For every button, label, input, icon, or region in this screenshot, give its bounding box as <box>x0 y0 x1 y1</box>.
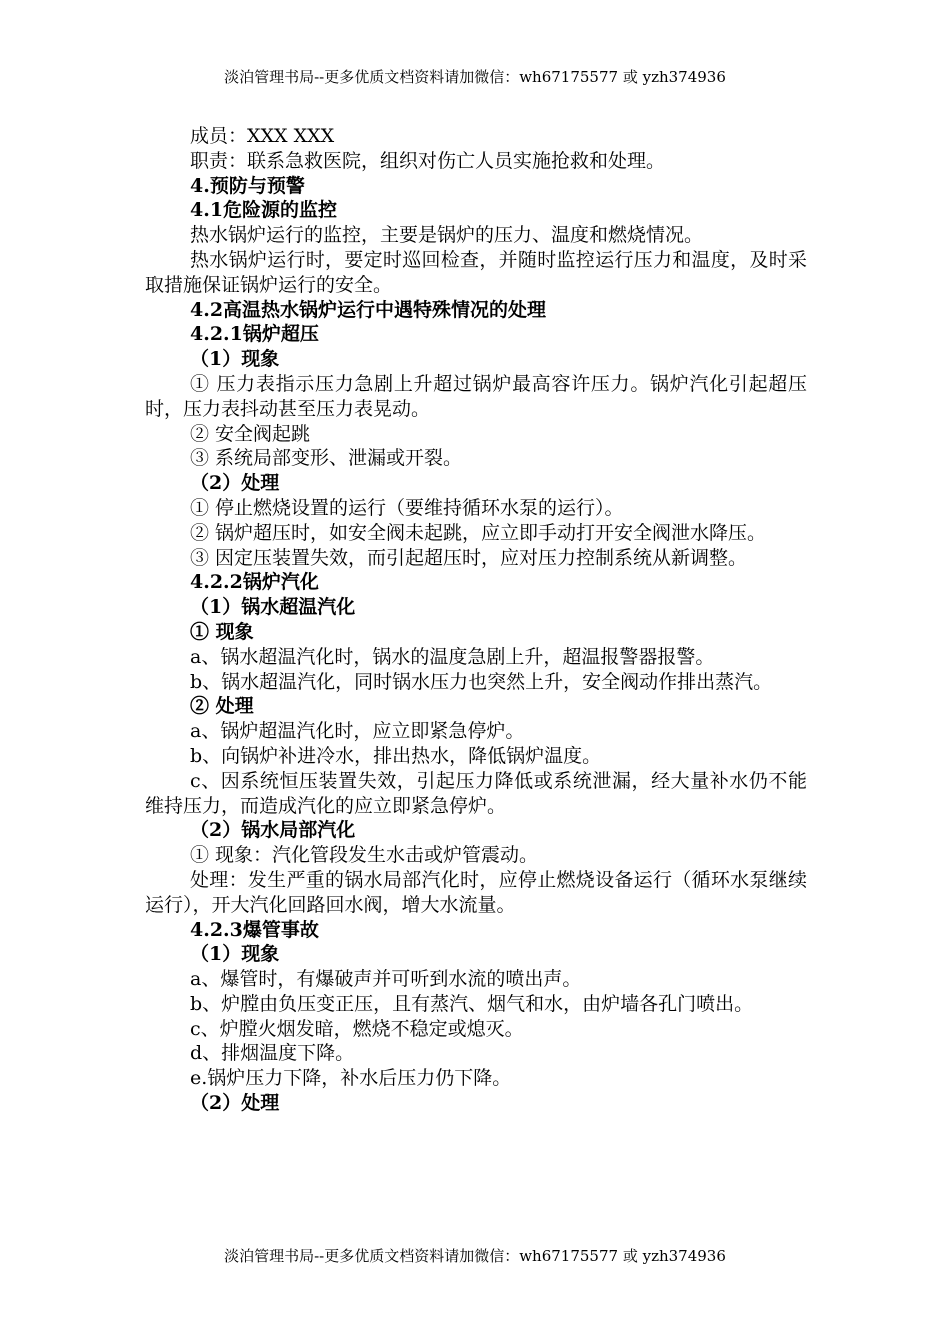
section-heading: ① 现象 <box>190 620 254 643</box>
paragraph: c、炉膛火烟发暗，燃烧不稳定或熄灭。 <box>190 1017 524 1040</box>
paragraph: a、锅炉超温汽化时，应立即紧急停炉。 <box>190 720 525 743</box>
paragraph: ② 安全阀起跳 <box>190 422 311 445</box>
paragraph: b、锅水超温汽化，同时锅水压力也突然上升，安全阀动作排出蒸汽。 <box>190 670 773 693</box>
document-body <box>145 124 807 1116</box>
paragraph: 处理：发生严重的锅水局部汽化时，应停止燃烧设备运行（循环水泵继续运行），开大汽化回路回水阀，增大水流量。 <box>145 868 807 916</box>
page-header: 淡泊管理书局--更多优质文档资料请加微信：wh67175577 或 yzh374936 <box>224 68 726 86</box>
paragraph: b、炉膛由负压变正压，且有蒸汽、烟气和水，由炉墙各孔门喷出。 <box>190 992 754 1015</box>
paragraph: 热水锅炉运行时，要定时巡回检查，并随时监控运行压力和温度，及时采取措施保证锅炉运行的安全。 <box>145 248 807 296</box>
paragraph: ① 停止燃烧设置的运行（要维持循环水泵的运行）。 <box>190 496 624 519</box>
section-heading: （1）现象 <box>190 348 280 371</box>
paragraph: 热水锅炉运行的监控，主要是锅炉的压力、温度和燃烧情况。 <box>190 224 704 247</box>
section-heading: （1）锅水超温汽化 <box>190 596 356 619</box>
section-heading: 4.1危险源的监控 <box>190 199 338 222</box>
section-heading: 4.2.1锅炉超压 <box>190 323 319 346</box>
paragraph: 成员：XXX XXX <box>190 125 335 147</box>
section-heading: 4.预防与预警 <box>190 174 305 197</box>
paragraph: ③ 因定压装置失效，而引起超压时，应对压力控制系统从新调整。 <box>190 546 748 569</box>
paragraph: ② 锅炉超压时，如安全阀未起跳，应立即手动打开安全阀泄水降压。 <box>190 521 767 544</box>
paragraph: e.锅炉压力下降，补水后压力仍下降。 <box>190 1067 512 1090</box>
section-heading: （2）锅水局部汽化 <box>190 819 356 842</box>
paragraph: a、锅水超温汽化时，锅水的温度急剧上升，超温报警器报警。 <box>190 645 715 668</box>
paragraph: 职责：联系急救医院，组织对伤亡人员实施抢救和处理。 <box>190 149 666 172</box>
section-heading: 4.2高温热水锅炉运行中遇特殊情况的处理 <box>190 298 547 321</box>
paragraph: ① 现象：汽化管段发生水击或炉管震动。 <box>190 844 539 867</box>
section-heading: （2）处理 <box>190 1092 280 1115</box>
paragraph: ① 压力表指示压力急剧上升超过锅炉最高容许压力。锅炉汽化引起超压时，压力表抖动甚至压力表晃动。 <box>145 372 807 420</box>
section-heading: ② 处理 <box>190 695 254 718</box>
section-heading: （1）现象 <box>190 943 280 966</box>
paragraph: ③ 系统局部变形、泄漏或开裂。 <box>190 447 463 470</box>
section-heading: （2）处理 <box>190 472 280 495</box>
section-heading: 4.2.2锅炉汽化 <box>190 571 319 594</box>
paragraph: a、爆管时，有爆破声并可听到水流的喷出声。 <box>190 968 582 991</box>
section-heading: 4.2.3爆管事故 <box>190 918 319 941</box>
page-footer: 淡泊管理书局--更多优质文档资料请加微信：wh67175577 或 yzh374936 <box>224 1247 726 1265</box>
paragraph: d、排烟温度下降。 <box>190 1042 355 1065</box>
paragraph: c、因系统恒压装置失效，引起压力降低或系统泄漏，经大量补水仍不能维持压力，而造成汽化的应立即紧急停炉。 <box>145 769 807 817</box>
paragraph: b、向锅炉补进冷水，排出热水，降低锅炉温度。 <box>190 744 602 767</box>
